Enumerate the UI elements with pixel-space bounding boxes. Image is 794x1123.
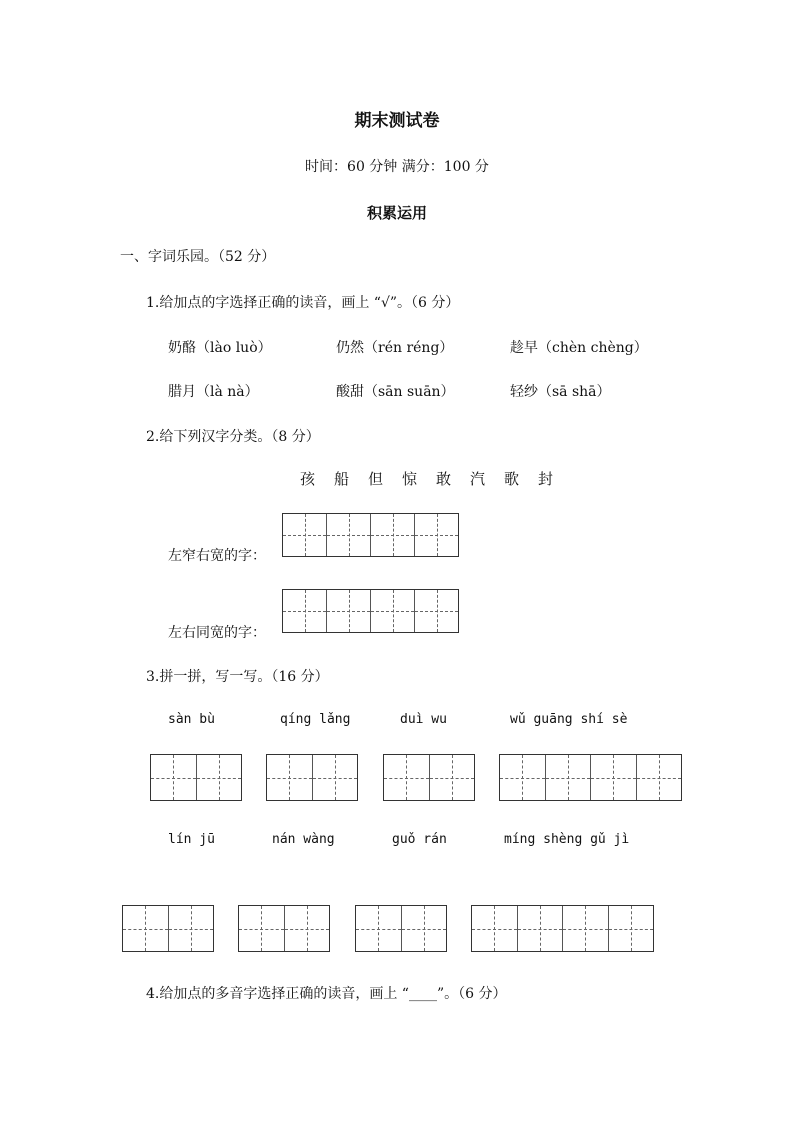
question-4-prompt: 4.给加点的多音字选择正确的读音，画上 “____”。（6 分） [146,986,507,1002]
q1-item: 仍然（rén réng） [336,340,454,356]
writing-grid[interactable] [355,905,447,952]
character: 孩 [300,470,316,488]
q1-item: 酸甜（sān suān） [336,384,455,400]
writing-grid-equal-width[interactable] [282,589,459,633]
pinyin-prompt: duì wu [400,712,447,727]
character: 但 [368,470,384,488]
writing-grid[interactable] [499,754,682,801]
writing-grid-narrow-wide[interactable] [282,513,459,557]
character: 惊 [402,470,418,488]
q1-item: 趁早（chèn chèng） [510,340,648,356]
character: 封 [538,470,554,488]
question-1-prompt: 1.给加点的字选择正确的读音，画上 “√”。（6 分） [146,295,460,311]
writing-grid[interactable] [238,905,330,952]
writing-grid[interactable] [150,754,242,801]
pinyin-prompt: qíng lǎng [280,712,351,727]
question-3-prompt: 3.拼一拼，写一写。（16 分） [146,669,329,685]
pinyin-prompt: nán wàng [272,832,335,847]
pinyin-prompt: lín jū [168,832,215,847]
q1-item: 腊月（là nà） [168,384,259,400]
character: 敢 [436,470,452,488]
writing-grid[interactable] [471,905,654,952]
q1-item: 奶酪（lào luò） [168,340,272,356]
part-heading: 一、字词乐园。（52 分） [120,249,276,265]
exam-info: 时间：60 分钟 满分：100 分 [305,159,489,175]
writing-grid[interactable] [383,754,475,801]
writing-grid[interactable] [122,905,214,952]
page-title: 期末测试卷 [354,111,440,131]
section-heading: 积累运用 [366,204,427,222]
q1-item: 轻纱（sā shā） [510,384,611,400]
pinyin-prompt: sàn bù [168,712,215,727]
pinyin-prompt: míng shèng gǔ jì [504,832,630,847]
character: 船 [334,470,350,488]
character: 汽 [470,470,486,488]
label-narrow-wide: 左窄右宽的字： [168,548,266,564]
pinyin-prompt: wǔ guāng shí sè [510,712,628,727]
character: 歌 [504,470,520,488]
character-list [300,468,572,489]
label-equal-width: 左右同宽的字： [168,625,266,641]
pinyin-prompt: guǒ rán [392,832,447,847]
question-2-prompt: 2.给下列汉字分类。（8 分） [146,429,320,445]
writing-grid[interactable] [266,754,358,801]
